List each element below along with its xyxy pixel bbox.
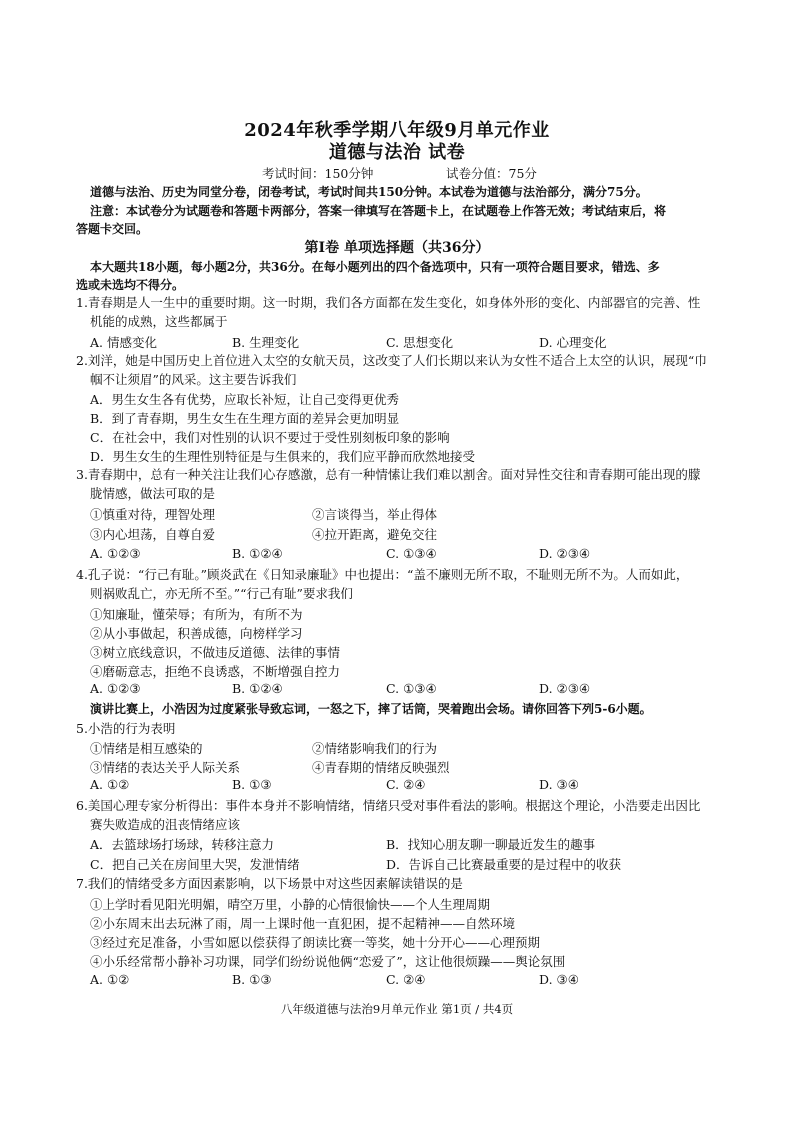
option-d: D．男生女生的生理性别特征是与生俱来的，我们应平静而欣然地接受 xyxy=(90,449,476,464)
question-6-stem: 6.美国心理专家分析得出：事件本身并不影响情绪，情绪只受对事件看法的影响。根据这个理论，小浩要走出因比 xyxy=(76,798,701,813)
statement-2: ②情绪影响我们的行为 xyxy=(312,741,438,756)
question-4-stem: 4.孔子说：“行己有耻。”顾炎武在《日知录廉耻》中也提出：“盖不廉则无所不取，不耻则无所不为。人而如此， xyxy=(76,567,689,582)
option-a: A. ①② xyxy=(90,777,130,792)
option-d: D. 心理变化 xyxy=(539,335,607,350)
statement-1: ①知廉耻，懂荣辱；有所为，有所不为 xyxy=(90,607,303,622)
statement-3: ③经过充足准备，小雪如愿以偿获得了朗读比赛一等奖，她十分开心——心理预期 xyxy=(90,935,541,950)
statement-4: ④青春期的情绪反映强烈 xyxy=(312,760,450,775)
full-score: 试卷分值：75分 xyxy=(446,166,537,181)
question-6-stem: 赛失败造成的沮丧情绪应该 xyxy=(90,817,241,832)
option-d: D. ②③④ xyxy=(539,681,591,696)
exam-title: 2024年秋季学期八年级9月单元作业 xyxy=(244,120,550,141)
statement-4: ④小乐经常帮小静补习功课，同学们纷纷说他俩“恋爱了”，这让他很烦躁——舆论氛围 xyxy=(90,954,566,969)
exam-subtitle: 道德与法治 试卷 xyxy=(328,142,466,163)
option-d: D. ③④ xyxy=(539,972,579,987)
option-a: A. ①②③ xyxy=(90,681,141,696)
option-d: D. ②③④ xyxy=(539,546,591,561)
question-7-stem: 7.我们的情绪受多方面因素影响，以下场景中对这些因素解读错误的是 xyxy=(76,876,463,891)
question-5-stem: 5.小浩的行为表明 xyxy=(76,721,176,736)
question-1-stem: 1.青春期是人一生中的重要时期。这一时期，我们各方面都在发生变化，如身体外形的变化、内部器官的完善、性 xyxy=(76,295,701,310)
question-1-stem: 机能的成熟，这些都属于 xyxy=(90,314,228,329)
statement-4: ④磨砺意志，拒绝不良诱惑，不断增强自控力 xyxy=(90,664,341,679)
page-footer: 八年级道德与法治9月单元作业 第1页 / 共4页 xyxy=(280,1002,514,1016)
question-3-stem: 胧情感，做法可取的是 xyxy=(90,486,216,501)
note-line: 注意：本试卷分为试题卷和答题卡两部分，答案一律填写在答题卡上，在试题卷上作答无效；考试结束后，将 xyxy=(90,204,667,218)
option-b: B. ①②④ xyxy=(232,546,283,561)
section-intro: 选或未选均不得分。 xyxy=(76,278,185,292)
option-c: C．把自己关在房间里大哭，发泄情绪 xyxy=(90,857,300,872)
option-a: A. ①② xyxy=(90,972,130,987)
option-c: C. ①③④ xyxy=(386,546,437,561)
note-line: 答题卡交回。 xyxy=(76,222,149,236)
statement-2: ②小东周末出去玩淋了雨，周一上课时他一直犯困，提不起精神——自然环境 xyxy=(90,916,516,931)
statement-3: ③情绪的表达关乎人际关系 xyxy=(90,760,241,775)
option-b: B．找知心朋友聊一聊最近发生的趣事 xyxy=(386,837,596,852)
option-d: D. ③④ xyxy=(539,777,579,792)
option-a: A．去篮球场打场球，转移注意力 xyxy=(90,837,275,852)
statement-3: ③树立底线意识，不做违反道德、法律的事情 xyxy=(90,645,341,660)
note-line: 道德与法治、历史为同堂分卷，闭卷考试，考试时间共150分钟。本试卷为道德与法治部分，满分75分。 xyxy=(90,185,648,199)
option-b: B. ①③ xyxy=(232,777,272,792)
option-b: B. ①②④ xyxy=(232,681,283,696)
statement-3: ③内心坦荡，自尊自爱 xyxy=(90,527,216,542)
section-intro: 本大题共18小题，每小题2分，共36分。在每小题列出的四个备选项中，只有一项符合题目要求，错选、多 xyxy=(90,260,660,274)
statement-1: ①上学时看见阳光明媚，晴空万里，小静的心情很愉快——个人生理周期 xyxy=(90,897,491,912)
option-b: B. ①③ xyxy=(232,972,272,987)
exam-time: 考试时间：150分钟 xyxy=(262,166,374,181)
option-c: C. ②④ xyxy=(386,972,426,987)
question-3-stem: 3.青春期中，总有一种关注让我们心存感激，总有一种情愫让我们难以割舍。面对异性交往和青春期可能出现的朦 xyxy=(76,467,701,482)
option-a: A. ①②③ xyxy=(90,546,141,561)
question-4-stem: 则祸败乱亡，亦无所不至。”“行己有耻”要求我们 xyxy=(90,586,353,601)
statement-1: ①慎重对待，理智处理 xyxy=(90,507,216,522)
option-d: D．告诉自己比赛最重要的是过程中的收获 xyxy=(386,857,622,872)
statement-2: ②从小事做起，积善成德，向榜样学习 xyxy=(90,626,303,641)
option-b: B．到了青春期，男生女生在生理方面的差异会更加明显 xyxy=(90,411,400,426)
option-c: C. ①③④ xyxy=(386,681,437,696)
statement-1: ①情绪是相互感染的 xyxy=(90,741,203,756)
statement-2: ②言谈得当，举止得体 xyxy=(312,507,438,522)
material-text: 演讲比赛上，小浩因为过度紧张导致忘词，一怒之下，摔了话筒，哭着跑出会场。请你回答下列5-6小题。 xyxy=(90,702,652,716)
option-a: A．男生女生各有优势，应取长补短，让自己变得更优秀 xyxy=(90,392,400,407)
section-title: 第Ⅰ卷 单项选择题（共36分） xyxy=(304,240,490,256)
question-2-stem: 帼不让须眉”的风采。这主要告诉我们 xyxy=(90,372,297,387)
option-c: C. ②④ xyxy=(386,777,426,792)
option-c: C. 思想变化 xyxy=(386,335,454,350)
statement-4: ④拉开距离，避免交往 xyxy=(312,527,438,542)
option-b: B. 生理变化 xyxy=(232,335,300,350)
option-a: A. 情感变化 xyxy=(90,335,157,350)
question-2-stem: 2.刘洋，她是中国历史上首位进入太空的女航天员，这改变了人们长期以来认为女性不适合上太空的认识，展现“巾 xyxy=(76,353,707,368)
option-c: C．在社会中，我们对性别的认识不要过于受性别刻板印象的影响 xyxy=(90,430,450,445)
